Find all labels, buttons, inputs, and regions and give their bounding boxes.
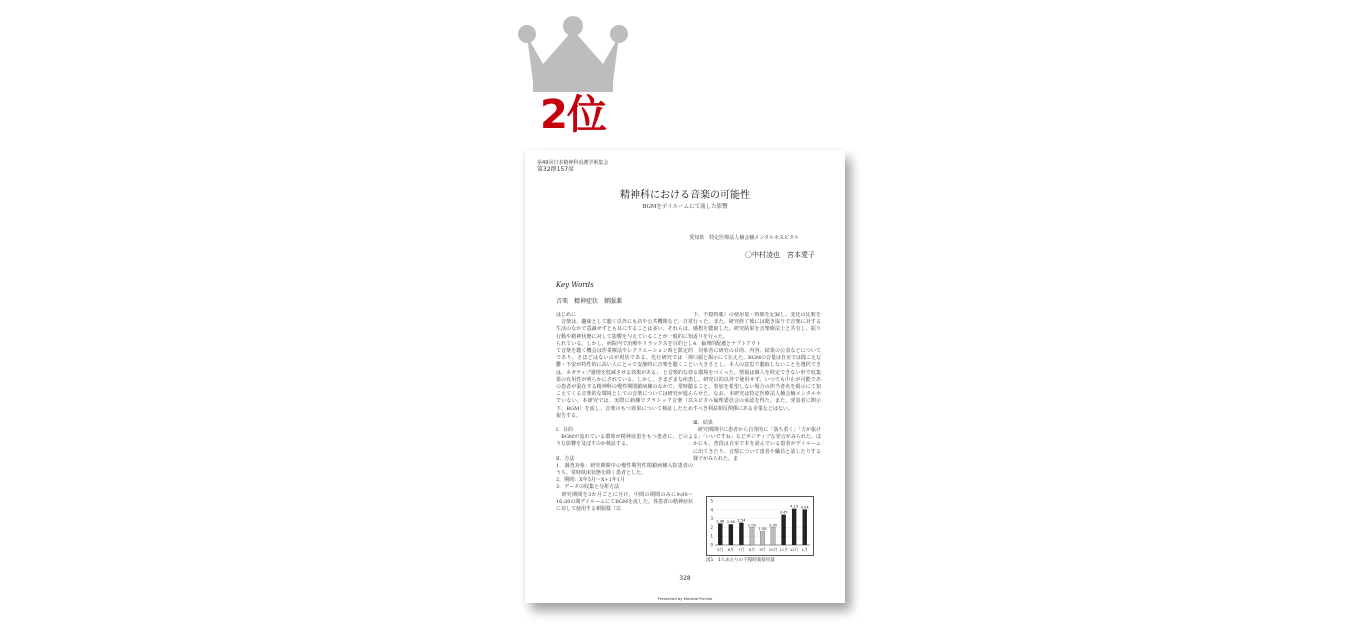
x-tick-label: 5月 [717, 547, 724, 552]
bar [803, 509, 807, 545]
authors: 〇中村凌也 宮本愛子 [745, 251, 815, 259]
paragraph: 3．データの収集と分析方法 [556, 484, 620, 491]
paragraph: 研究期間を3か月ごとに分け、中間の期間のみに9:00～16:30の間デイルームにてBGMを流した。各患者の精神症状に対して使用する頓服薬（以 [556, 491, 693, 513]
crown-icon [515, 14, 631, 94]
paragraph: 対象者に研究の目的、内容、結果の公表などについて口頭と掲示にて伝えた。BGMの音量は自室では聞こえない大きさとし、本人の意思で聴取しないことを選択できる環境をつくった。情報は個人を特定できない形で収集し、研究目的以外で使用せず、いつでも中止が可能であること、参加を希望しない場合の担当者名を掲示にて知らせた。なお、本研究は特定医療法人楠会楠メンタルホスピタル倫理委員会の承認を得た。また、発表者に開示すべき利益相反関係にある企業などはない。 [693, 348, 821, 412]
right-column [693, 312, 821, 492]
paragraph: Ⅰ．目的 [556, 427, 573, 434]
bar [760, 531, 764, 545]
paragraph: 4．倫理的配慮とナプトアウト [693, 340, 762, 347]
figure-caption: 図1 1人あたりの不穏時薬使用量 [706, 558, 775, 563]
data-label: 2.00 [747, 523, 756, 528]
paragraph: Ⅱ．方法 [556, 455, 575, 462]
keywords: 音楽 精神症状 頓服薬 [556, 298, 623, 305]
x-tick-label: 9月 [759, 547, 766, 552]
paragraph: 下、不穏時薬）の使用量・時間を記録し、変化の比較を行った。また、研究終了後には聞き取りで音楽に対する感想を聴取した。研究結果を音楽療法士と共有し、振り返りを行った。 [693, 312, 821, 340]
paper-thumbnail[interactable] [525, 150, 845, 603]
bar [729, 524, 733, 545]
x-tick-label: 11月 [779, 547, 788, 552]
data-label: 2.54 [737, 518, 746, 523]
session-number: 第32群157席 [537, 166, 575, 173]
bar [771, 527, 775, 545]
rank-label: 2位 [540, 92, 606, 138]
affiliation: 愛知県 特定医療法人楠会楠メンタルホスピタル [689, 235, 799, 241]
footer-credit: Presented by Medical*Online [657, 596, 713, 601]
x-tick-label: 1月 [801, 547, 808, 552]
bar [781, 515, 785, 545]
x-tick-label: 6月 [727, 547, 734, 552]
bar [750, 527, 754, 545]
data-label: 2.46 [716, 519, 725, 524]
paper-subtitle: BGMをデイルームにて流した影響 [642, 204, 728, 210]
x-tick-label: 8月 [748, 547, 756, 552]
left-column [556, 312, 693, 567]
x-tick-label: 12月 [789, 547, 799, 552]
paragraph: BGMが流れている環境が精神症患をもつ患者に、どのような影響を及ぼすのか検証する。 [556, 434, 693, 448]
data-label: 2.00 [769, 523, 778, 528]
keywords-heading: Key Words [556, 281, 594, 289]
paragraph: 2．期間：X年5月～X+1年1月 [556, 477, 626, 484]
y-tick-label: 0 [710, 542, 713, 548]
x-tick-label: 7月 [738, 547, 745, 552]
y-tick-label: 3 [710, 516, 713, 522]
paragraph: Ⅲ．結果 [693, 419, 713, 426]
data-label: 3.45 [779, 510, 788, 515]
bar-chart-svg [707, 497, 813, 555]
paragraph: はじめに [556, 312, 577, 318]
data-label: 4.13 [790, 504, 799, 509]
paragraph: 1．調査対象：研究期間中の慢性期男性閉鎖病棟入院患者のうち、常時臥床状態を除く患者とした。 [556, 462, 693, 477]
bar [739, 523, 743, 545]
y-tick-label: 2 [710, 524, 713, 530]
conference-name: 第49回日本精神科看護学術集会 [537, 160, 609, 166]
y-tick-label: 1 [710, 533, 713, 539]
data-label: 4.04 [800, 505, 809, 510]
bar-chart [706, 496, 814, 556]
conference-info [537, 160, 608, 173]
paper-title: 精神科における音楽の可能性 [620, 190, 750, 201]
bar [718, 523, 722, 545]
y-tick-label: 5 [710, 498, 713, 504]
y-tick-label: 4 [710, 507, 713, 513]
x-tick-label: 10月 [768, 547, 778, 552]
bar [792, 509, 796, 545]
paragraph: 研究期間中に患者から自発的に「落ち着く」「力が抜ける」「いいですね」などポジティブな発言がみられた。ほかにも、普段は自室で本を読んでいる患者がデイルームに出てきたり、音楽について患者や職員と話したりする様子がみられた。ま [693, 427, 821, 462]
paragraph: 音楽は、趣味として聴く以外にも店や公共機関など、日常生活のなかで意識せずとも耳にすることは多い。それらは、行動や精神状態に対して影響を与えていることが一般的に知られている。しかし、病院内で治療やリラックスを目的として音楽を聴く機会は作業療法やレクリエーション時と限定的であり、さほどはないのが現状である。先行研究では「抑鬱・不安が特性的に高い人にとって安静時に音楽を聴くことは、ネガティブ感情を低減させる効果がある」 と音楽的な効果の有用性が明らかにされている。しかし、さまざまな疾患の患者が混在する精神科の慢性期閉鎖病棟のなかで、常時聴こえてくる音楽的な環境としての音楽については研究が進んでいない。本研究では、実際に病棟でクラシック音楽（以下、BGM）を流し、音楽のもつ効果について検証したため報告する。 [556, 319, 693, 419]
page-number: 328 [679, 575, 691, 582]
data-label: 1.58 [758, 527, 767, 532]
data-label: 2.36 [726, 520, 735, 525]
